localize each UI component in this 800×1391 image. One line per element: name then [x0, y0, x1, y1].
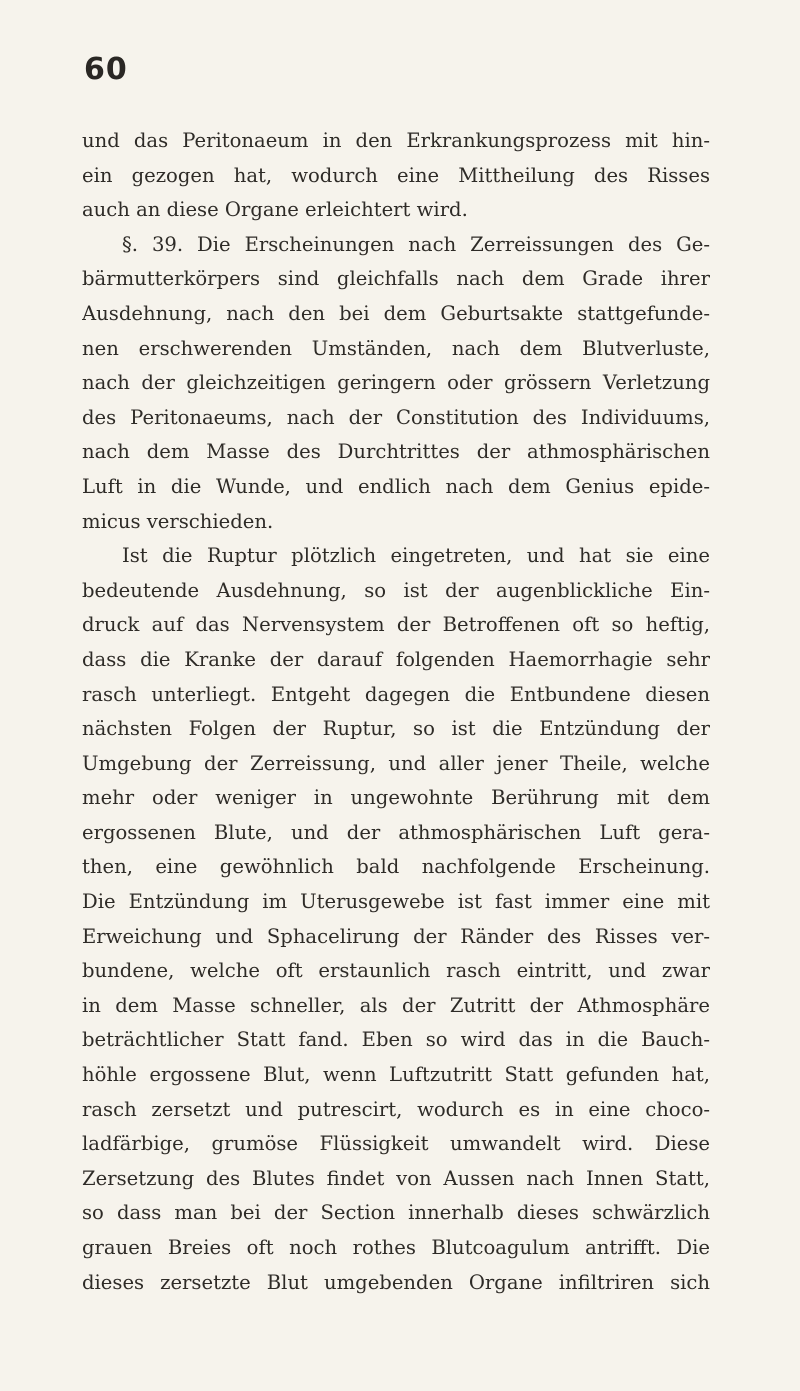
text-line: nen erschwerenden Umständen, nach dem Blutverluste,: [82, 336, 710, 360]
text-line: in dem Masse schneller, als der Zutritt der Athmosphäre: [82, 993, 710, 1017]
text-line: ladfärbige, grumöse Flüssigkeit umwandelt wird. Diese: [82, 1132, 710, 1156]
text-line: micus verschieden.: [82, 509, 274, 533]
text-line: bärmutterkörpers sind gleichfalls nach dem Grade ihrer: [82, 267, 710, 291]
text-line: grauen Breies oft noch rothes Blutcoagulum antrifft. Die: [82, 1236, 710, 1259]
text-line: then, eine gewöhnlich bald nachfolgende Erscheinung.: [82, 855, 710, 879]
text-line: Ist die Ruptur plötzlich eingetreten, und hat sie eine: [122, 544, 710, 568]
text-line: druck auf das Nervensystem der Betroffenen oft so heftig,: [82, 613, 710, 637]
text-line: Ausdehnung, nach den bei dem Geburtsakte stattgefunde-: [82, 301, 710, 325]
text-line: nach der gleichzeitigen geringern oder grössern Verletzung: [82, 371, 710, 395]
text-line: so dass man bei der Section innerhalb dieses schwärzlich: [82, 1201, 710, 1225]
text-line: rasch unterliegt. Entgeht dagegen die Entbundene diesen: [82, 682, 710, 706]
text-line: Umgebung der Zerreissung, und aller jener Theile, welche: [82, 751, 710, 775]
text-line: dass die Kranke der darauf folgenden Haemorrhagie sehr: [82, 647, 710, 671]
text-line: Luft in die Wunde, und endlich nach dem Genius epide-: [82, 474, 710, 498]
text-line: nächsten Folgen der Ruptur, so ist die Entzündung der: [82, 717, 710, 741]
text-line: auch an diese Organe erleichtert wird.: [82, 198, 468, 222]
text-line: des Peritonaeums, nach der Constitution des Individuums,: [82, 405, 710, 429]
page-number: 60: [84, 52, 128, 87]
text-line: höhle ergossene Blut, wenn Luftzutritt Statt gefunden hat,: [82, 1063, 710, 1087]
text-line: rasch zersetzt und putrescirt, wodurch es in eine choco-: [82, 1097, 710, 1121]
text-line: und das Peritonaeum in den Erkrankungsprozess mit hin-: [82, 129, 710, 152]
text-line: nach dem Masse des Durchtrittes der athmosphärischen: [82, 440, 710, 464]
text-line: Erweichung und Sphacelirung der Ränder des Risses ver-: [82, 924, 710, 948]
text-line: bedeutende Ausdehnung, so ist der augenblickliche Ein-: [82, 578, 710, 602]
body-text: [82, 124, 710, 1300]
text-line: ein gezogen hat, wodurch eine Mittheilung des Risses: [82, 163, 710, 187]
text-line: §. 39. Die Erscheinungen nach Zerreissungen des Ge-: [122, 232, 710, 256]
text-line: Die Entzündung im Uterusgewebe ist fast immer eine mit: [82, 890, 710, 914]
text-line: mehr oder weniger in ungewohnte Berührung mit dem: [82, 786, 710, 810]
text-line: beträchtlicher Statt fand. Eben so wird das in die Bauch-: [82, 1028, 710, 1052]
text-line: ergossenen Blute, und der athmosphärischen Luft gera-: [82, 820, 710, 844]
text-line: Zersetzung des Blutes findet von Aussen nach Innen Statt,: [82, 1166, 710, 1190]
text-line: bundene, welche oft erstaunlich rasch eintritt, und zwar: [82, 959, 710, 983]
text-line: dieses zersetzte Blut umgebenden Organe infiltriren sich: [82, 1270, 710, 1294]
